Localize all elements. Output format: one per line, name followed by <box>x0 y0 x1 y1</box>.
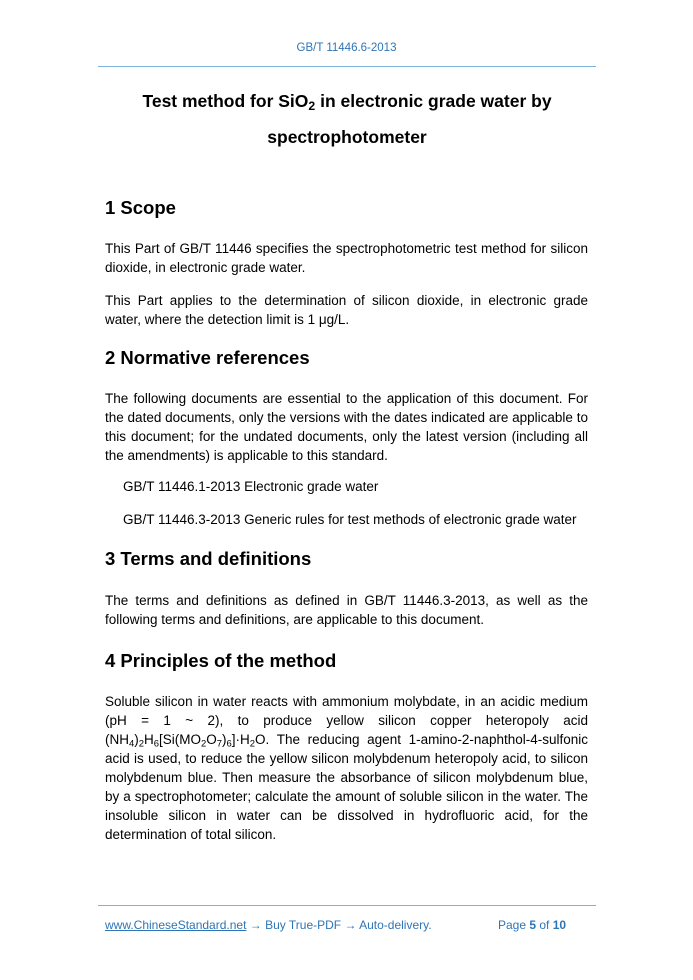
current-page: 5 <box>529 918 537 932</box>
reference-item-2: GB/T 11446.3-2013 Generic rules for test methods of electronic grade water <box>123 512 577 527</box>
footer-promo-text: → Buy True-PDF → Auto-delivery. <box>246 918 432 932</box>
subscript: 6 <box>226 738 232 750</box>
reference-item-1: GB/T 11446.1-2013 Electronic grade water <box>123 479 379 494</box>
normative-paragraph: The following documents are essential to the application of this document. For the dated documents, only the versions with the dates indicated are applicable to this document; for the undated documents, only the latest version (including all the amendments) is applicable to this standard. <box>105 391 588 463</box>
principles-text: ]·H <box>231 732 250 747</box>
footer-promo <box>105 918 432 932</box>
subscript: 2 <box>201 738 207 750</box>
subscript: 7 <box>216 738 223 750</box>
subscript: 2 <box>138 738 144 750</box>
principles-text: O. The reducing agent 1-amino-2-naphthol-4-sulfonic acid is used, to reduce the yellow silicon molybdenum heteropoly acid, to silicon molybdenum blue. Then measure the absorbance of silicon molybdenum blue, by a spectrophotometer; calculate the amount of soluble silicon in the water. The insoluble silicon in water can be dissolved in hydrofluoric acid, for the determination of total silicon. <box>105 732 588 842</box>
section-heading-terms: 3 Terms and definitions <box>105 548 312 569</box>
principles-text: O <box>206 732 217 747</box>
document-title-line2: spectrophotometer <box>267 127 427 147</box>
subscript: 6 <box>153 738 159 750</box>
terms-paragraph: The terms and definitions as defined in GB/T 11446.3-2013, as well as the following terms and definitions, are applicable to this document. <box>105 593 588 627</box>
document-title <box>98 91 596 112</box>
principles-text: Soluble silicon in water reacts with ammonium molybdate, in an acidic medium (pH = 1 ~ 2), to produce yellow silicon copper heteropoly acid (NH <box>105 694 588 747</box>
total-pages: 10 <box>552 918 567 932</box>
of-label: of <box>536 918 553 932</box>
chinesestandard-link[interactable]: www.ChineseStandard.net <box>105 918 247 932</box>
section-heading-principles: 4 Principles of the method <box>105 650 337 671</box>
page-label: Page <box>498 918 530 932</box>
scope-paragraph-1: This Part of GB/T 11446 specifies the spectrophotometric test method for silicon dioxide, in electronic grade water. <box>105 241 588 275</box>
scope-paragraph-2: This Part applies to the determination of silicon dioxide, in electronic grade water, where the detection limit is 1 μg/L. <box>105 293 588 327</box>
subscript: 2 <box>249 738 256 750</box>
principles-paragraph <box>105 692 588 844</box>
title-subscript: 2 <box>308 99 316 114</box>
principles-text: [Si(MO <box>159 732 201 747</box>
title-text: Test method for SiO <box>142 91 309 111</box>
section-heading-normative: 2 Normative references <box>105 347 310 368</box>
page-number <box>498 918 566 932</box>
footer-divider <box>98 905 596 906</box>
subscript: 4 <box>129 738 135 750</box>
page-header: GB/T 11446.6-2013 <box>296 42 397 54</box>
title-text-cont: in electronic grade water by <box>315 91 552 111</box>
principles-text: ) <box>222 732 227 747</box>
header-divider <box>98 66 596 67</box>
principles-text: H <box>144 732 154 747</box>
section-heading-scope: 1 Scope <box>105 197 176 218</box>
principles-text: ) <box>134 732 139 747</box>
